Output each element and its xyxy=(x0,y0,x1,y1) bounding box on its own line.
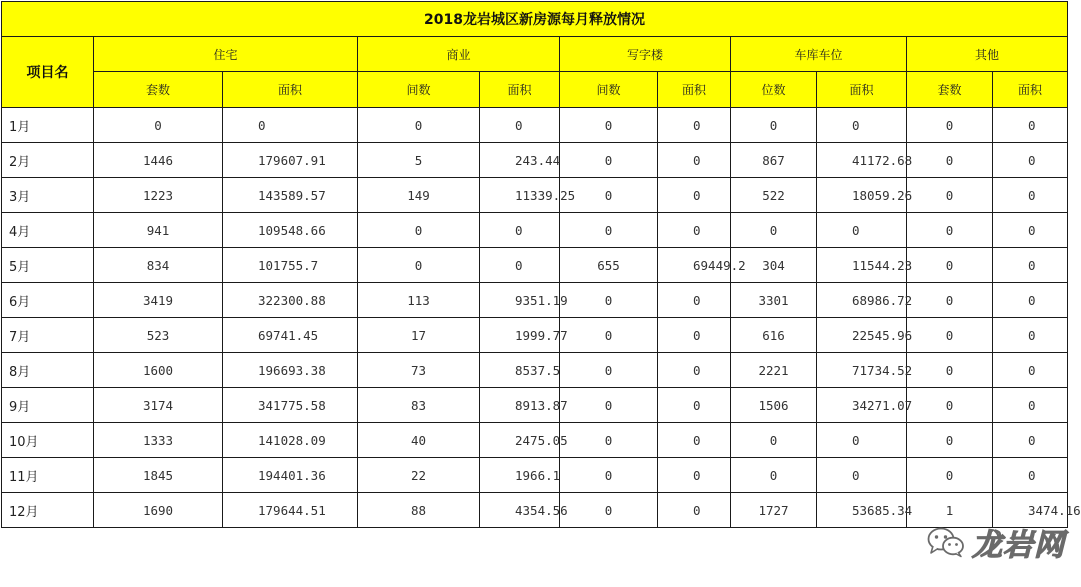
month-cell: 10月 xyxy=(2,423,94,458)
cell-commercial-area: 8913.87 xyxy=(480,388,560,423)
sub-header-office-area: 面积 xyxy=(658,72,731,108)
cell-commercial-count: 0 xyxy=(358,108,480,143)
cell-parking-area: 71734.52 xyxy=(817,353,907,388)
cell-commercial-count: 73 xyxy=(358,353,480,388)
cell-commercial-count: 83 xyxy=(358,388,480,423)
month-cell: 3月 xyxy=(2,178,94,213)
table-row xyxy=(2,318,1068,353)
cell-other-area: 0 xyxy=(993,213,1068,248)
group-header-other: 其他 xyxy=(907,37,1068,72)
cell-commercial-area: 4354.56 xyxy=(480,493,560,528)
cell-residential-count: 523 xyxy=(94,318,223,353)
cell-residential-area: 179607.91 xyxy=(223,143,358,178)
cell-other-count: 0 xyxy=(907,423,993,458)
cell-commercial-area: 11339.25 xyxy=(480,178,560,213)
cell-other-count: 0 xyxy=(907,318,993,353)
cell-other-count: 0 xyxy=(907,283,993,318)
cell-commercial-count: 0 xyxy=(358,213,480,248)
table-row xyxy=(2,458,1068,493)
cell-residential-area: 196693.38 xyxy=(223,353,358,388)
cell-commercial-count: 113 xyxy=(358,283,480,318)
cell-other-area: 0 xyxy=(993,108,1068,143)
cell-residential-area: 101755.7 xyxy=(223,248,358,283)
cell-residential-area: 0 xyxy=(223,108,358,143)
sub-header-commercial-area: 面积 xyxy=(480,72,560,108)
wechat-icon xyxy=(926,526,966,558)
cell-office-area: 0 xyxy=(658,493,731,528)
cell-residential-count: 1333 xyxy=(94,423,223,458)
cell-office-count: 0 xyxy=(560,353,658,388)
cell-residential-count: 3174 xyxy=(94,388,223,423)
cell-office-area: 0 xyxy=(658,388,731,423)
cell-parking-count: 867 xyxy=(731,143,817,178)
cell-office-count: 0 xyxy=(560,283,658,318)
cell-residential-area: 322300.88 xyxy=(223,283,358,318)
cell-commercial-count: 0 xyxy=(358,248,480,283)
cell-residential-count: 1690 xyxy=(94,493,223,528)
table-row xyxy=(2,423,1068,458)
cell-parking-count: 3301 xyxy=(731,283,817,318)
sub-header-office-count: 间数 xyxy=(560,72,658,108)
cell-residential-area: 69741.45 xyxy=(223,318,358,353)
cell-residential-count: 1446 xyxy=(94,143,223,178)
cell-office-count: 0 xyxy=(560,423,658,458)
cell-residential-count: 0 xyxy=(94,108,223,143)
cell-other-area: 0 xyxy=(993,283,1068,318)
cell-parking-count: 0 xyxy=(731,108,817,143)
cell-parking-area: 0 xyxy=(817,458,907,493)
cell-residential-count: 941 xyxy=(94,213,223,248)
cell-commercial-area: 1999.77 xyxy=(480,318,560,353)
cell-residential-area: 143589.57 xyxy=(223,178,358,213)
cell-parking-area: 34271.07 xyxy=(817,388,907,423)
cell-commercial-area: 2475.05 xyxy=(480,423,560,458)
watermark xyxy=(926,522,1065,562)
month-cell: 9月 xyxy=(2,388,94,423)
cell-commercial-count: 17 xyxy=(358,318,480,353)
cell-other-count: 1 xyxy=(907,493,993,528)
cell-parking-count: 616 xyxy=(731,318,817,353)
cell-residential-area: 141028.09 xyxy=(223,423,358,458)
cell-other-count: 0 xyxy=(907,143,993,178)
cell-office-count: 0 xyxy=(560,318,658,353)
cell-commercial-count: 22 xyxy=(358,458,480,493)
sub-header-residential-area: 面积 xyxy=(223,72,358,108)
cell-office-count: 0 xyxy=(560,213,658,248)
cell-parking-area: 22545.96 xyxy=(817,318,907,353)
cell-parking-area: 0 xyxy=(817,423,907,458)
cell-other-area: 0 xyxy=(993,388,1068,423)
month-cell: 12月 xyxy=(2,493,94,528)
cell-residential-count: 1223 xyxy=(94,178,223,213)
cell-parking-count: 522 xyxy=(731,178,817,213)
sub-header-parking-area: 面积 xyxy=(817,72,907,108)
cell-office-count: 0 xyxy=(560,388,658,423)
table-title: 2018龙岩城区新房源每月释放情况 xyxy=(2,2,1068,37)
monthly-release-table xyxy=(1,1,1081,528)
cell-other-area: 0 xyxy=(993,248,1068,283)
sub-header-residential-count: 套数 xyxy=(94,72,223,108)
cell-other-count: 0 xyxy=(907,213,993,248)
cell-residential-area: 194401.36 xyxy=(223,458,358,493)
cell-parking-count: 1506 xyxy=(731,388,817,423)
month-cell: 8月 xyxy=(2,353,94,388)
cell-office-count: 0 xyxy=(560,493,658,528)
cell-commercial-area: 0 xyxy=(480,213,560,248)
cell-commercial-count: 88 xyxy=(358,493,480,528)
cell-parking-count: 0 xyxy=(731,423,817,458)
cell-parking-count: 0 xyxy=(731,458,817,493)
cell-office-count: 655 xyxy=(560,248,658,283)
cell-parking-area: 68986.72 xyxy=(817,283,907,318)
cell-commercial-area: 243.44 xyxy=(480,143,560,178)
table-row xyxy=(2,283,1068,318)
cell-residential-count: 3419 xyxy=(94,283,223,318)
cell-other-area: 0 xyxy=(993,178,1068,213)
table-row xyxy=(2,143,1068,178)
table-row xyxy=(2,213,1068,248)
cell-office-area: 0 xyxy=(658,318,731,353)
cell-office-count: 0 xyxy=(560,458,658,493)
month-cell: 5月 xyxy=(2,248,94,283)
cell-other-area: 0 xyxy=(993,458,1068,493)
cell-parking-area: 11544.23 xyxy=(817,248,907,283)
cell-residential-count: 1845 xyxy=(94,458,223,493)
cell-other-area: 0 xyxy=(993,353,1068,388)
cell-other-count: 0 xyxy=(907,353,993,388)
cell-parking-area: 18059.26 xyxy=(817,178,907,213)
cell-parking-area: 0 xyxy=(817,108,907,143)
cell-parking-count: 2221 xyxy=(731,353,817,388)
table-row xyxy=(2,493,1068,528)
cell-office-area: 0 xyxy=(658,458,731,493)
cell-commercial-count: 149 xyxy=(358,178,480,213)
table-row xyxy=(2,248,1068,283)
cell-other-count: 0 xyxy=(907,248,993,283)
cell-other-area: 0 xyxy=(993,143,1068,178)
cell-office-area: 69449.2 xyxy=(658,248,731,283)
watermark-text: 龙岩网 xyxy=(972,528,1065,563)
group-header-office: 写字楼 xyxy=(560,37,731,72)
sub-header-other-area: 面积 xyxy=(993,72,1068,108)
month-cell: 11月 xyxy=(2,458,94,493)
cell-office-count: 0 xyxy=(560,143,658,178)
table-row xyxy=(2,178,1068,213)
cell-parking-count: 1727 xyxy=(731,493,817,528)
cell-other-count: 0 xyxy=(907,388,993,423)
cell-commercial-area: 8537.5 xyxy=(480,353,560,388)
table-row xyxy=(2,353,1068,388)
month-cell: 7月 xyxy=(2,318,94,353)
cell-commercial-count: 5 xyxy=(358,143,480,178)
sub-header-commercial-count: 间数 xyxy=(358,72,480,108)
cell-residential-area: 109548.66 xyxy=(223,213,358,248)
cell-other-area: 0 xyxy=(993,318,1068,353)
cell-commercial-area: 1966.1 xyxy=(480,458,560,493)
cell-other-count: 0 xyxy=(907,178,993,213)
cell-other-count: 0 xyxy=(907,458,993,493)
cell-commercial-area: 0 xyxy=(480,248,560,283)
group-header-residential: 住宅 xyxy=(94,37,358,72)
cell-parking-area: 0 xyxy=(817,213,907,248)
cell-residential-area: 341775.58 xyxy=(223,388,358,423)
cell-commercial-area: 0 xyxy=(480,108,560,143)
month-cell: 4月 xyxy=(2,213,94,248)
cell-parking-count: 304 xyxy=(731,248,817,283)
cell-commercial-area: 9351.19 xyxy=(480,283,560,318)
cell-parking-count: 0 xyxy=(731,213,817,248)
cell-residential-count: 1600 xyxy=(94,353,223,388)
cell-commercial-count: 40 xyxy=(358,423,480,458)
group-header-parking: 车库车位 xyxy=(731,37,907,72)
cell-office-area: 0 xyxy=(658,178,731,213)
cell-office-area: 0 xyxy=(658,213,731,248)
row-header: 项目名 xyxy=(2,37,94,108)
sub-header-other-count: 套数 xyxy=(907,72,993,108)
cell-parking-area: 53685.34 xyxy=(817,493,907,528)
cell-parking-area: 41172.68 xyxy=(817,143,907,178)
table-row xyxy=(2,108,1068,143)
cell-other-area: 3474.16 xyxy=(993,493,1068,528)
cell-office-area: 0 xyxy=(658,143,731,178)
group-header-commercial: 商业 xyxy=(358,37,560,72)
table-row xyxy=(2,388,1068,423)
cell-office-area: 0 xyxy=(658,108,731,143)
cell-residential-area: 179644.51 xyxy=(223,493,358,528)
cell-other-area: 0 xyxy=(993,423,1068,458)
cell-other-count: 0 xyxy=(907,108,993,143)
month-cell: 6月 xyxy=(2,283,94,318)
sub-header-parking-count: 位数 xyxy=(731,72,817,108)
cell-office-count: 0 xyxy=(560,178,658,213)
cell-office-area: 0 xyxy=(658,283,731,318)
month-cell: 2月 xyxy=(2,143,94,178)
cell-office-count: 0 xyxy=(560,108,658,143)
cell-residential-count: 834 xyxy=(94,248,223,283)
cell-office-area: 0 xyxy=(658,423,731,458)
month-cell: 1月 xyxy=(2,108,94,143)
cell-office-area: 0 xyxy=(658,353,731,388)
